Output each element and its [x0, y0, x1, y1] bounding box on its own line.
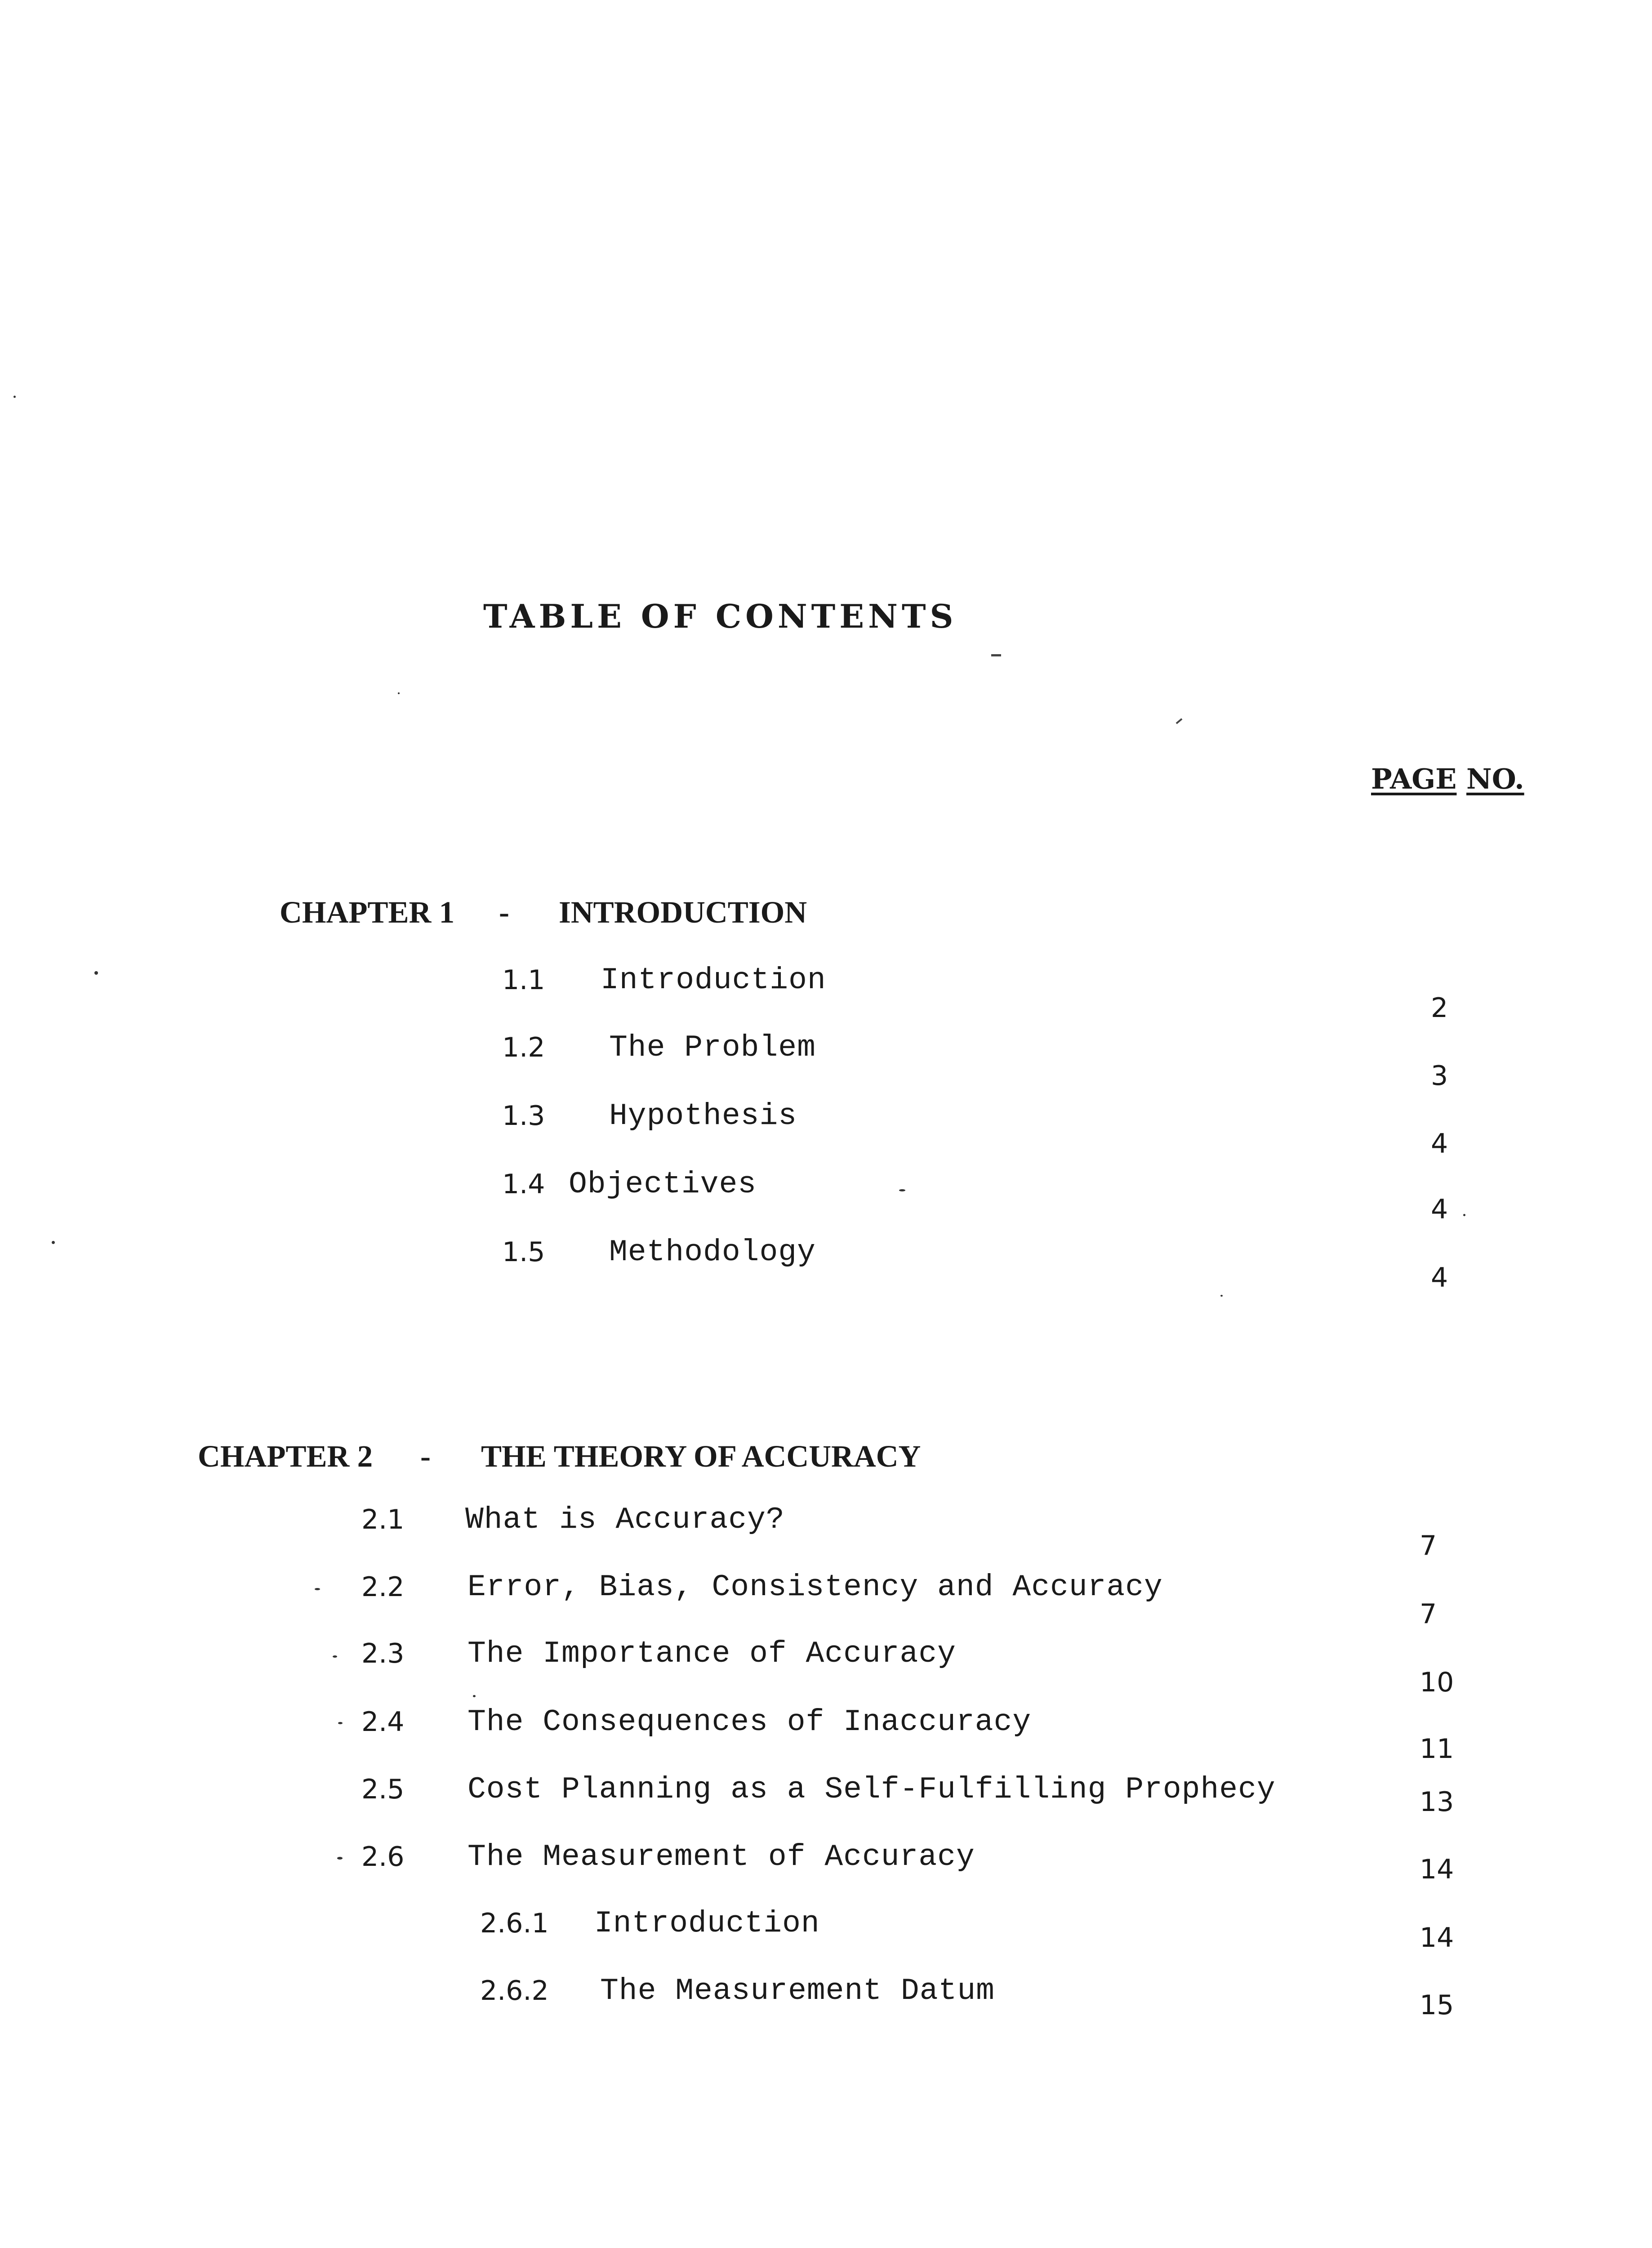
page-title: TABLE OF CONTENTS — [483, 597, 957, 635]
scan-speck — [1463, 1214, 1465, 1216]
section-number: 2.3 — [361, 1638, 405, 1669]
section-title: The Consequences of Inaccuracy — [468, 1705, 1032, 1740]
section-title: Error, Bias, Consistency and Accuracy — [468, 1570, 1163, 1605]
section-title: Objectives — [569, 1167, 757, 1202]
page-number: 4 — [1431, 1128, 1448, 1160]
section-number: 1.5 — [502, 1236, 545, 1268]
section-number: 1.4 — [502, 1169, 545, 1200]
section-number: 1.1 — [502, 964, 545, 996]
page-number: 15 — [1420, 1989, 1454, 2021]
page-number: 4 — [1431, 1194, 1448, 1225]
section-number: 2.4 — [361, 1706, 405, 1738]
subsection-title: The Measurement Datum — [600, 1974, 995, 2008]
page-no-word-2: NO. — [1466, 763, 1524, 795]
section-title: Introduction — [601, 963, 826, 998]
page-no-word-1: PAGE — [1371, 763, 1457, 795]
page-no-header — [1371, 765, 1524, 793]
subsection-title: Introduction — [594, 1906, 820, 1941]
subsection-number: 2.6.2 — [480, 1975, 549, 2007]
section-number: 2.6 — [361, 1841, 405, 1873]
page-number: 7 — [1420, 1598, 1437, 1630]
scan-speck — [1220, 1295, 1223, 1297]
scan-speck — [473, 1695, 476, 1697]
page-number: 7 — [1420, 1530, 1437, 1561]
chapter-1-heading: INTRODUCTION — [559, 895, 807, 929]
section-title: The Importance of Accuracy — [468, 1637, 956, 1671]
section-number: 1.2 — [502, 1032, 545, 1063]
section-number: 1.3 — [502, 1100, 545, 1132]
section-title: The Measurement of Accuracy — [468, 1840, 975, 1874]
page-number: 14 — [1420, 1922, 1454, 1954]
page-number: 4 — [1431, 1262, 1448, 1293]
scan-speck — [315, 1588, 320, 1590]
section-title: What is Accuracy? — [465, 1503, 785, 1537]
section-number: 2.5 — [361, 1774, 405, 1805]
section-title: Methodology — [609, 1235, 816, 1270]
scan-speck — [899, 1189, 905, 1191]
scan-speck — [338, 1722, 343, 1724]
scan-speck — [94, 971, 98, 975]
page-number: 13 — [1420, 1786, 1454, 1818]
title-mark — [991, 654, 1001, 656]
scan-speck — [52, 1241, 55, 1244]
page-number: 14 — [1420, 1854, 1454, 1885]
section-title: Hypothesis — [609, 1099, 797, 1133]
page-number: 11 — [1420, 1733, 1454, 1765]
subsection-number: 2.6.1 — [480, 1908, 549, 1939]
chapter-1-label: CHAPTER 1 — [280, 895, 455, 929]
chapter-2-label: CHAPTER 2 — [198, 1439, 373, 1473]
chapter-2-dash: - — [420, 1439, 431, 1473]
page-number: 3 — [1431, 1060, 1448, 1092]
scan-speck — [337, 1857, 343, 1860]
page-number: 2 — [1431, 992, 1448, 1024]
scan-stroke — [1176, 718, 1183, 724]
scan-speck — [333, 1655, 337, 1658]
section-title: The Problem — [609, 1030, 816, 1065]
chapter-1-dash: - — [499, 895, 509, 929]
scan-speck — [13, 396, 16, 398]
section-number: 2.1 — [361, 1504, 405, 1535]
scan-speck — [398, 692, 400, 694]
chapter-2-heading: THE THEORY OF ACCURACY — [481, 1439, 921, 1473]
section-number: 2.2 — [361, 1571, 405, 1603]
section-title: Cost Planning as a Self-Fulfilling Prophecy — [468, 1772, 1276, 1807]
page-number: 10 — [1420, 1667, 1454, 1698]
